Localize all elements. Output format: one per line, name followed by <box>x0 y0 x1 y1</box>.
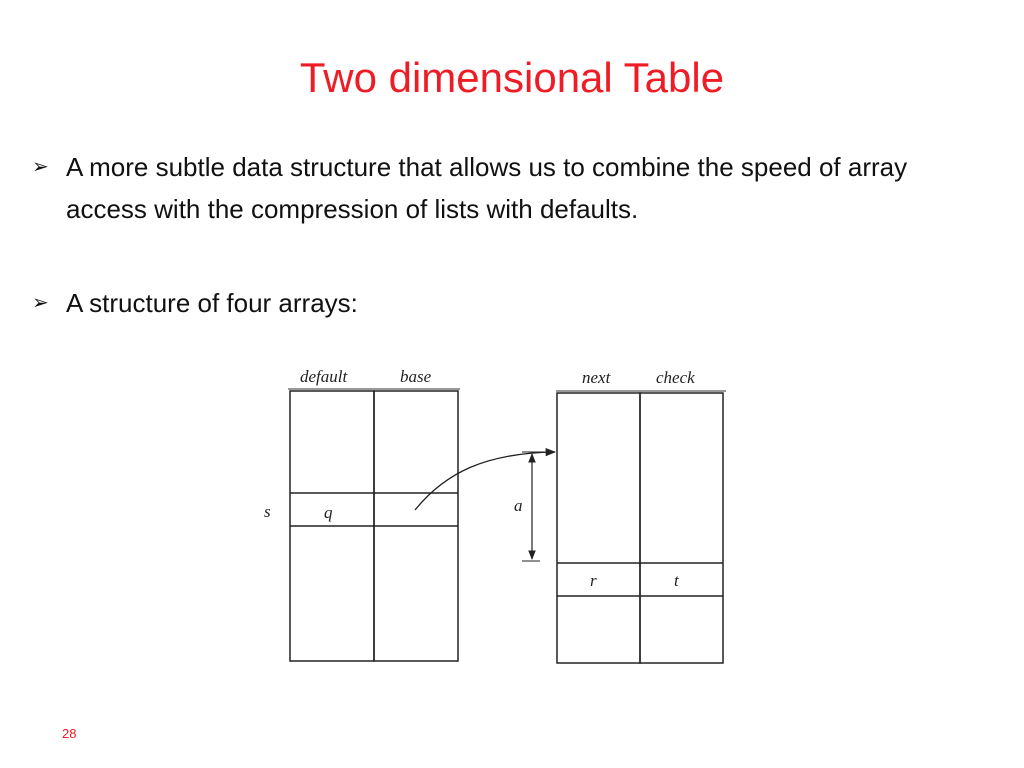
arrow-bullet-icon: ➢ <box>32 156 49 178</box>
next-array <box>557 393 640 663</box>
bullet-text: A structure of four arrays: <box>66 288 358 318</box>
cell-t: t <box>674 571 679 590</box>
four-arrays-diagram <box>250 355 740 675</box>
page-number: 28 <box>62 726 77 741</box>
bullet-item <box>32 146 992 230</box>
base-header: base <box>400 367 432 386</box>
offset-label-a: a <box>514 496 523 515</box>
cell-r: r <box>590 571 597 590</box>
slide-title: Two dimensional Table <box>299 54 725 101</box>
check-array <box>640 393 723 663</box>
check-header: check <box>656 368 695 387</box>
next-header: next <box>582 368 611 387</box>
base-to-next-arrow <box>415 452 555 510</box>
bullet-item <box>32 282 992 324</box>
cell-q: q <box>324 503 333 522</box>
default-header: default <box>300 367 348 386</box>
arrow-bullet-icon: ➢ <box>32 292 49 314</box>
row-label-s: s <box>264 502 271 521</box>
bullet-text: A more subtle data structure that allows us to combine the speed of array access with the compression of lists with defaults. <box>66 152 908 224</box>
